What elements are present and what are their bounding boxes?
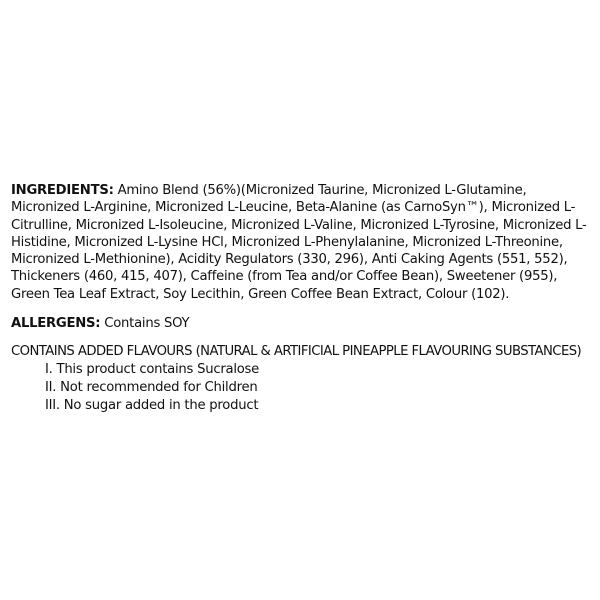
product-note-no-sugar: III. No sugar added in the product	[45, 397, 259, 413]
product-notes-list	[11, 361, 591, 415]
ingredients-text: Amino Blend (56%)(Micronized Taurine, Micronized L-Glutamine, Micronized L-Arginine, Micronized L-Leucine, Beta-Alanine (as CarnoSyn™), Micronized L-Citrulline, Micronized L-Isoleucine, Micronized L-Valine, Micronized L-Tyrosine, Micronized L-Histidine, Micronized L-Lysine HCl, Micronized L-Phenylalanine, Micronized L-Threonine, Micronized L-Methionine), Acidity Regulators (330, 296), Anti Caking Agents (551, 552), Thickeners (460, 415, 407), Caffeine (from Tea and/or Coffee Bean), Sweetener (955), Green Tea Leaf Extract, Soy Lecithin, Green Coffee Bean Extract, Colour (102).	[11, 183, 587, 302]
label-panel	[11, 182, 591, 415]
allergens-text: Contains SOY	[104, 316, 190, 332]
product-note-sucralose: I. This product contains Sucralose	[45, 361, 260, 377]
product-note-children: II. Not recommended for Children	[45, 379, 258, 395]
allergens-heading: ALLERGENS:	[11, 316, 101, 332]
added-flavours-title: CONTAINS ADDED FLAVOURS (NATURAL & ARTIFICIAL PINEAPPLE FLAVOURING SUBSTANCES)	[11, 344, 582, 360]
ingredients-heading: INGREDIENTS:	[11, 183, 114, 198]
ingredients-section	[11, 182, 591, 303]
allergens-section	[11, 315, 591, 332]
